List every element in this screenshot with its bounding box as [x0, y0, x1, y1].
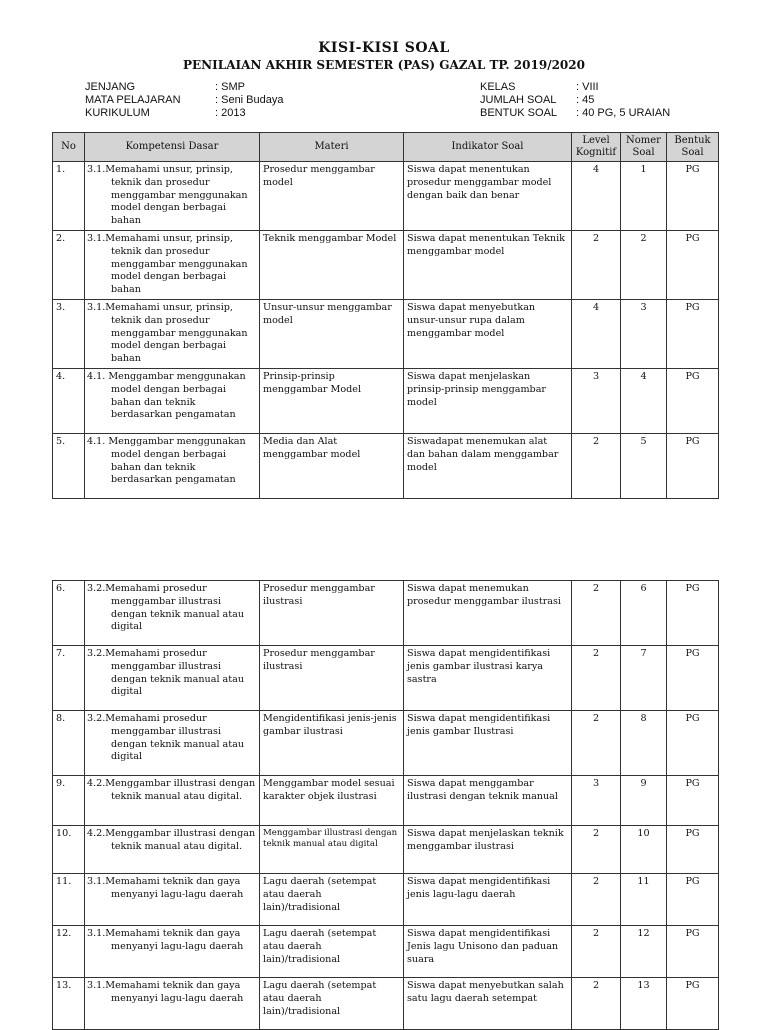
cell-nomer: 12	[621, 926, 667, 978]
cell-kd-text: 3.1.Memahami teknik dan gaya menyanyi lagu-lagu daerah	[87, 928, 244, 952]
cell-nomer: 10	[621, 826, 667, 874]
meta-row-bentuk	[480, 107, 670, 120]
cell-no: 9.	[53, 776, 85, 826]
cell-nomer: 11	[621, 874, 667, 926]
meta-key: KURIKULUM	[85, 107, 150, 119]
table-row	[53, 230, 719, 299]
cell-level: 2	[572, 433, 621, 498]
cell-materi: Teknik menggambar Model	[260, 230, 404, 299]
cell-indikator: Siswadapat menemukan alat dan bahan dalam menggambar model	[404, 433, 572, 498]
cell-nomer: 13	[621, 978, 667, 1030]
cell-kd	[85, 433, 260, 498]
cell-kd-text: 4.2.Menggambar illustrasi dengan teknik manual atau digital.	[87, 828, 256, 852]
meta-key: JUMLAH SOAL	[480, 94, 557, 106]
cell-level: 3	[572, 368, 621, 433]
cell-materi: Lagu daerah (setempat atau daerah lain)/tradisional	[260, 978, 404, 1030]
meta-row-jenjang	[85, 81, 284, 94]
cell-bentuk: PG	[667, 433, 719, 498]
cell-no: 1.	[53, 162, 85, 231]
cell-indikator: Siswa dapat menyebutkan salah satu lagu daerah setempat	[404, 978, 572, 1030]
cell-nomer: 7	[621, 646, 667, 711]
cell-no: 7.	[53, 646, 85, 711]
cell-level: 2	[572, 926, 621, 978]
cell-no: 13.	[53, 978, 85, 1030]
cell-kd	[85, 978, 260, 1030]
cell-kd-text: 3.2.Memahami prosedur menggambar illustrasi dengan teknik manual atau digital	[87, 648, 245, 698]
header-no: No	[53, 133, 85, 162]
cell-materi: Lagu daerah (setempat atau daerah lain)/tradisional	[260, 926, 404, 978]
document-subtitle: PENILAIAN AKHIR SEMESTER (PAS) GAZAL TP. 2019/2020	[183, 58, 585, 72]
cell-materi: Menggambar model sesuai karakter objek ilustrasi	[260, 776, 404, 826]
cell-kd-text: 3.1.Memahami teknik dan gaya menyanyi lagu-lagu daerah	[87, 876, 244, 900]
table-row	[53, 776, 719, 826]
cell-kd-text: 3.1.Memahami unsur, prinsip, teknik dan prosedur menggambar menggunakan model dengan berbagai bahan	[87, 164, 248, 227]
cell-bentuk: PG	[667, 776, 719, 826]
meta-value: : SMP	[215, 81, 245, 93]
header-indikator: Indikator Soal	[404, 133, 572, 162]
cell-level: 2	[572, 874, 621, 926]
table-row	[53, 646, 719, 711]
meta-value: : 2013	[215, 107, 246, 119]
header-bentuk: Bentuk Soal	[667, 133, 719, 162]
cell-kd	[85, 230, 260, 299]
cell-indikator: Siswa dapat mengidentifikasi jenis lagu-lagu daerah	[404, 874, 572, 926]
meta-value: : Seni Budaya	[215, 94, 284, 106]
cell-bentuk: PG	[667, 230, 719, 299]
cell-no: 11.	[53, 874, 85, 926]
cell-bentuk: PG	[667, 711, 719, 776]
cell-nomer: 6	[621, 581, 667, 646]
cell-no: 8.	[53, 711, 85, 776]
cell-indikator: Siswa dapat menggambar ilustrasi dengan teknik manual	[404, 776, 572, 826]
cell-nomer: 8	[621, 711, 667, 776]
meta-key: JENJANG	[85, 81, 136, 93]
table-row	[53, 978, 719, 1030]
cell-bentuk: PG	[667, 926, 719, 978]
cell-kd-text: 3.1.Memahami unsur, prinsip, teknik dan prosedur menggambar menggunakan model dengan berbagai bahan	[87, 232, 248, 296]
meta-value: : 45	[576, 94, 595, 106]
cell-no: 4.	[53, 368, 85, 433]
table-row	[53, 368, 719, 433]
cell-kd	[85, 826, 260, 874]
cell-no: 3.	[53, 299, 85, 368]
table-row	[53, 826, 719, 874]
cell-kd-text: 3.2.Memahami prosedur menggambar illustrasi dengan teknik manual atau digital	[87, 713, 245, 763]
cell-no: 2.	[53, 230, 85, 299]
cell-nomer: 1	[621, 162, 667, 231]
cell-kd-text: 4.1. Menggambar menggunakan model dengan berbagai bahan dan teknik berdasarkan pengamatan	[87, 370, 246, 421]
cell-materi: Menggambar illustrasi dengan teknik manual atau digital	[260, 826, 404, 874]
cell-bentuk: PG	[667, 368, 719, 433]
meta-key: KELAS	[480, 81, 516, 93]
meta-right	[480, 81, 670, 120]
cell-nomer: 9	[621, 776, 667, 826]
cell-level: 2	[572, 230, 621, 299]
cell-kd	[85, 776, 260, 826]
cell-indikator: Siswa dapat menyebutkan unsur-unsur rupa dalam menggambar model	[404, 299, 572, 368]
cell-indikator: Siswa dapat menentukan Teknik menggambar model	[404, 230, 572, 299]
cell-kd	[85, 926, 260, 978]
table-row	[53, 162, 719, 231]
cell-kd-text: 3.1.Memahami teknik dan gaya menyanyi lagu-lagu daerah	[87, 980, 244, 1004]
cell-level: 2	[572, 826, 621, 874]
meta-key: BENTUK SOAL	[480, 107, 558, 119]
meta-key: MATA PELAJARAN	[85, 94, 181, 106]
cell-no: 6.	[53, 581, 85, 646]
cell-indikator: Siswa dapat mengidentifikasi Jenis lagu Unisono dan paduan suara	[404, 926, 572, 978]
cell-no: 12.	[53, 926, 85, 978]
cell-indikator: Siswa dapat mengidentifikasi jenis gambar Ilustrasi	[404, 711, 572, 776]
cell-kd-text: 4.2.Menggambar illustrasi dengan teknik manual atau digital.	[87, 778, 256, 802]
cell-kd-text: 3.2.Memahami prosedur menggambar illustrasi dengan teknik manual atau digital	[87, 583, 245, 633]
cell-indikator: Siswa dapat menjelaskan teknik menggambar ilustrasi	[404, 826, 572, 874]
meta-row-kurikulum	[85, 107, 284, 120]
cell-bentuk: PG	[667, 874, 719, 926]
cell-materi: Prosedur menggambar ilustrasi	[260, 646, 404, 711]
cell-kd	[85, 874, 260, 926]
table-row	[53, 926, 719, 978]
table-row	[53, 711, 719, 776]
meta-value: : 40 PG, 5 URAIAN	[576, 107, 671, 119]
table-row	[53, 433, 719, 498]
header-kd: Kompetensi Dasar	[85, 133, 260, 162]
cell-materi: Unsur-unsur menggambar model	[260, 299, 404, 368]
header-materi: Materi	[260, 133, 404, 162]
kisi-table-1	[52, 132, 719, 499]
cell-level: 2	[572, 711, 621, 776]
cell-kd	[85, 299, 260, 368]
cell-level: 2	[572, 978, 621, 1030]
table-row	[53, 581, 719, 646]
kisi-table-2	[52, 580, 719, 1030]
cell-level: 2	[572, 581, 621, 646]
cell-bentuk: PG	[667, 162, 719, 231]
meta-row-mapel	[85, 94, 284, 107]
meta-left	[85, 81, 284, 120]
table-row	[53, 299, 719, 368]
cell-materi: Prosedur menggambar ilustrasi	[260, 581, 404, 646]
cell-kd	[85, 581, 260, 646]
cell-no: 10.	[53, 826, 85, 874]
cell-materi: Lagu daerah (setempat atau daerah lain)/tradisional	[260, 874, 404, 926]
cell-bentuk: PG	[667, 299, 719, 368]
cell-materi: Mengidentifikasi jenis-jenis gambar ilustrasi	[260, 711, 404, 776]
header-nomer: Nomer Soal	[621, 133, 667, 162]
cell-bentuk: PG	[667, 581, 719, 646]
cell-nomer: 5	[621, 433, 667, 498]
cell-no: 5.	[53, 433, 85, 498]
cell-bentuk: PG	[667, 826, 719, 874]
cell-level: 4	[572, 299, 621, 368]
cell-indikator: Siswa dapat menemukan prosedur menggambar ilustrasi	[404, 581, 572, 646]
cell-kd-text: 4.1. Menggambar menggunakan model dengan berbagai bahan dan teknik berdasarkan pengamatan	[87, 435, 246, 486]
cell-kd	[85, 646, 260, 711]
cell-nomer: 2	[621, 230, 667, 299]
cell-bentuk: PG	[667, 978, 719, 1030]
header-level: Level Kognitif	[572, 133, 621, 162]
cell-level: 3	[572, 776, 621, 826]
cell-kd	[85, 162, 260, 231]
cell-materi: Prosedur menggambar model	[260, 162, 404, 231]
cell-kd-text: 3.1.Memahami unsur, prinsip, teknik dan prosedur menggambar menggunakan model dengan berbagai bahan	[87, 301, 248, 365]
document-title: KISI-KISI SOAL	[318, 40, 450, 56]
cell-materi: Media dan Alat menggambar model	[260, 433, 404, 498]
cell-materi: Prinsip-prinsip menggambar Model	[260, 368, 404, 433]
table-row	[53, 874, 719, 926]
cell-indikator: Siswa dapat mengidentifikasi jenis gambar ilustrasi karya sastra	[404, 646, 572, 711]
cell-kd	[85, 711, 260, 776]
cell-nomer: 4	[621, 368, 667, 433]
cell-level: 4	[572, 162, 621, 231]
meta-row-kelas	[480, 81, 670, 94]
meta-value: : VIII	[576, 81, 599, 93]
table-header-row	[53, 133, 719, 162]
cell-kd	[85, 368, 260, 433]
cell-nomer: 3	[621, 299, 667, 368]
meta-row-jumlah	[480, 94, 670, 107]
cell-bentuk: PG	[667, 646, 719, 711]
cell-indikator: Siswa dapat menentukan prosedur menggambar model dengan baik dan benar	[404, 162, 572, 231]
cell-level: 2	[572, 646, 621, 711]
cell-indikator: Siswa dapat menjelaskan prinsip-prinsip menggambar model	[404, 368, 572, 433]
